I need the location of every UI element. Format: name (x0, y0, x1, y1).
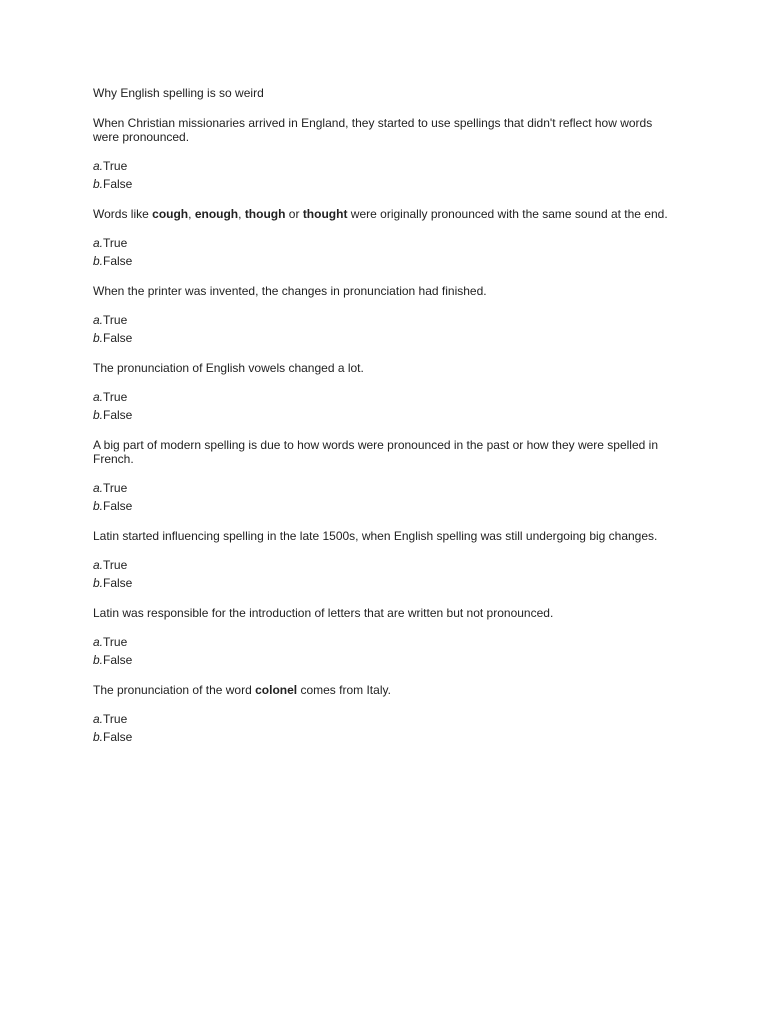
bold-word: cough (152, 207, 189, 221)
bold-word: colonel (255, 683, 298, 697)
question-text: Latin was responsible for the introduction of letters that are written but not pronounced. (93, 606, 554, 620)
option-letter: b. (93, 653, 104, 667)
document-page (93, 86, 673, 760)
option-letter: a. (93, 481, 104, 495)
option-letter: a. (93, 635, 104, 649)
option-label: False (103, 499, 133, 513)
option-label: False (103, 331, 133, 345)
option-b[interactable] (93, 408, 673, 422)
option-letter: a. (93, 313, 104, 327)
question-text: The pronunciation of English vowels changed a lot. (93, 361, 364, 375)
option-letter: b. (93, 177, 104, 191)
option-a[interactable] (93, 159, 673, 173)
option-label: True (103, 313, 128, 327)
option-letter: b. (93, 408, 104, 422)
option-b[interactable] (93, 254, 673, 268)
option-letter: a. (93, 236, 104, 250)
question-text: The pronunciation of the word colonel comes from Italy. (93, 683, 391, 697)
option-letter: b. (93, 576, 104, 590)
page-title: Why English spelling is so weird (93, 86, 264, 100)
option-label: True (103, 558, 128, 572)
option-b[interactable] (93, 177, 673, 191)
option-letter: b. (93, 499, 104, 513)
option-label: True (103, 481, 128, 495)
option-a[interactable] (93, 390, 673, 404)
question-text: Words like cough, enough, though or thought were originally pronounced with the same sound at the end. (93, 207, 668, 221)
option-label: False (103, 576, 133, 590)
bold-word: enough (194, 207, 239, 221)
option-label: True (103, 635, 128, 649)
option-letter: a. (93, 159, 104, 173)
option-b[interactable] (93, 730, 673, 744)
option-a[interactable] (93, 712, 673, 726)
option-label: False (103, 408, 133, 422)
question-5 (93, 438, 673, 513)
option-letter: b. (93, 730, 104, 744)
option-a[interactable] (93, 236, 673, 250)
question-1 (93, 116, 673, 191)
option-letter: b. (93, 331, 104, 345)
question-6 (93, 529, 673, 590)
option-a[interactable] (93, 635, 673, 649)
question-text: When Christian missionaries arrived in England, they started to use spellings that didn't reflect how words were pronounced. (93, 116, 653, 144)
option-b[interactable] (93, 499, 673, 513)
question-8 (93, 683, 673, 744)
question-text: Latin started influencing spelling in the late 1500s, when English spelling was still undergoing big changes. (93, 529, 658, 543)
option-b[interactable] (93, 653, 673, 667)
option-label: False (103, 653, 133, 667)
question-2 (93, 207, 673, 268)
option-label: True (103, 236, 128, 250)
bold-word: though (244, 207, 286, 221)
option-label: False (103, 177, 133, 191)
question-3 (93, 284, 673, 345)
option-label: True (103, 159, 128, 173)
bold-word: thought (302, 207, 348, 221)
option-label: False (103, 730, 133, 744)
option-a[interactable] (93, 558, 673, 572)
option-letter: a. (93, 390, 104, 404)
option-label: True (103, 712, 128, 726)
question-text: When the printer was invented, the changes in pronunciation had finished. (93, 284, 487, 298)
option-letter: a. (93, 558, 104, 572)
option-a[interactable] (93, 313, 673, 327)
question-text: A big part of modern spelling is due to how words were pronounced in the past or how they were spelled in French. (93, 438, 658, 466)
option-a[interactable] (93, 481, 673, 495)
question-7 (93, 606, 673, 667)
option-b[interactable] (93, 331, 673, 345)
option-label: True (103, 390, 128, 404)
question-4 (93, 361, 673, 422)
option-letter: b. (93, 254, 104, 268)
option-b[interactable] (93, 576, 673, 590)
option-letter: a. (93, 712, 104, 726)
option-label: False (103, 254, 133, 268)
